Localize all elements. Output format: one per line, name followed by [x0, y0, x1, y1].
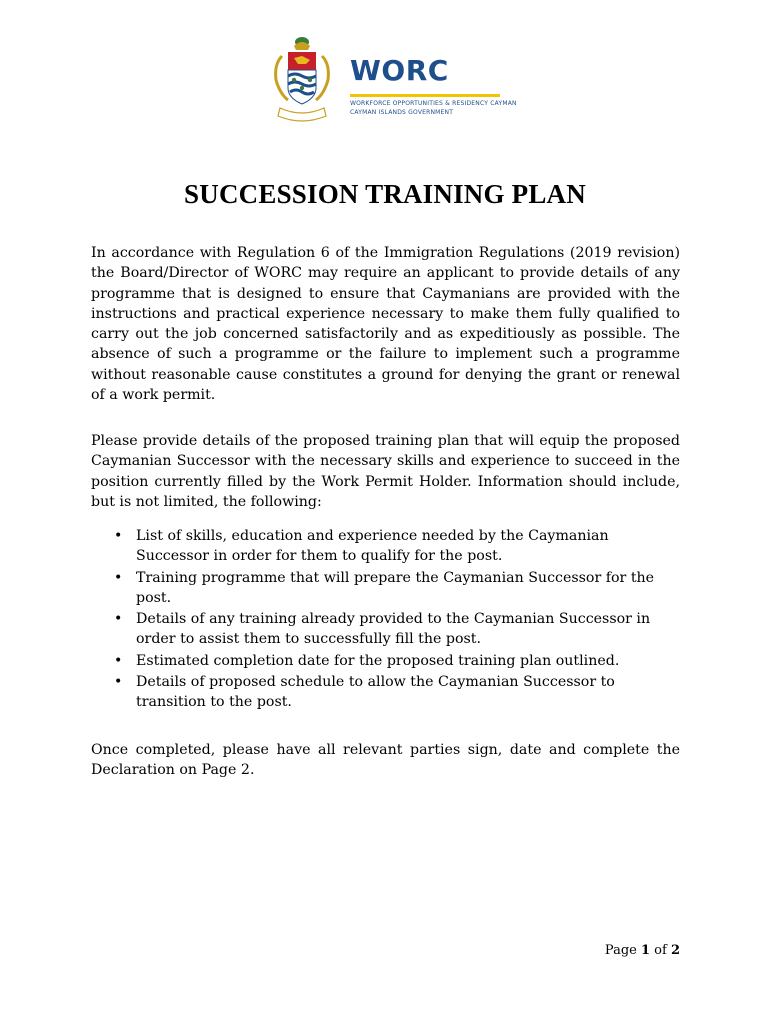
page-total: 2 — [670, 943, 680, 958]
document-title: SUCCESSION TRAINING PLAN — [184, 179, 586, 209]
list-item-text: Details of proposed schedule to allow the Caymanian Successor to transition to the post. — [136, 674, 615, 711]
bullet-icon: • — [114, 674, 123, 691]
requirements-list — [91, 526, 680, 714]
page-label: Page — [604, 943, 637, 958]
list-item-text: List of skills, education and experience needed by the Caymanian Successor in order for them to qualify for the post. — [136, 528, 609, 565]
list-item — [91, 609, 680, 650]
brand-name: WORC — [350, 54, 449, 87]
header-logo — [272, 34, 517, 134]
instructions-paragraph: Please provide details of the proposed training plan that will equip the proposed Caymanian Successor with the necessary skills and experience to succeed in the position currently filled by the Work Permit Holder. Information should include, but is not limited, the following: — [91, 433, 680, 510]
page-current: 1 — [640, 943, 651, 958]
brand-underline — [350, 94, 500, 97]
coat-of-arms-icon — [272, 34, 332, 126]
list-item — [91, 651, 680, 671]
list-item-text: Training programme that will prepare the Caymanian Successor for the post. — [136, 569, 655, 606]
page-number — [605, 943, 680, 958]
brand-tagline: WORKFORCE OPPORTUNITIES & RESIDENCY CAYMAN — [350, 100, 517, 107]
list-item-text: Details of any training already provided to the Caymanian Successor in order to assist them to successfully fill the post. — [136, 611, 651, 648]
bullet-icon: • — [114, 569, 123, 586]
list-item — [91, 672, 680, 713]
closing-paragraph: Once completed, please have all relevant parties sign, date and complete the Declaration on Page 2. — [91, 742, 680, 779]
list-item — [91, 568, 680, 609]
intro-paragraph: In accordance with Regulation 6 of the Immigration Regulations (2019 revision) the Board/Director of WORC may require an applicant to provide details of any programme that is designed to ensure that Caymanians are provided with the instructions and practical experience necessary to make them fully qualified to carry out the job concerned satisfactorily and as expeditiously as possible. The absence of such a programme or the failure to implement such a programme without reasonable cause constitutes a ground for denying the grant or renewal of a work permit. — [91, 245, 680, 404]
brand-subtagline: CAYMAN ISLANDS GOVERNMENT — [350, 109, 454, 116]
bullet-icon: • — [114, 528, 123, 544]
bullet-icon: • — [114, 611, 123, 628]
page-of: of — [654, 943, 667, 958]
bullet-icon: • — [114, 652, 123, 669]
list-item-text: Estimated completion date for the proposed training plan outlined. — [136, 652, 620, 669]
list-item — [91, 526, 680, 567]
